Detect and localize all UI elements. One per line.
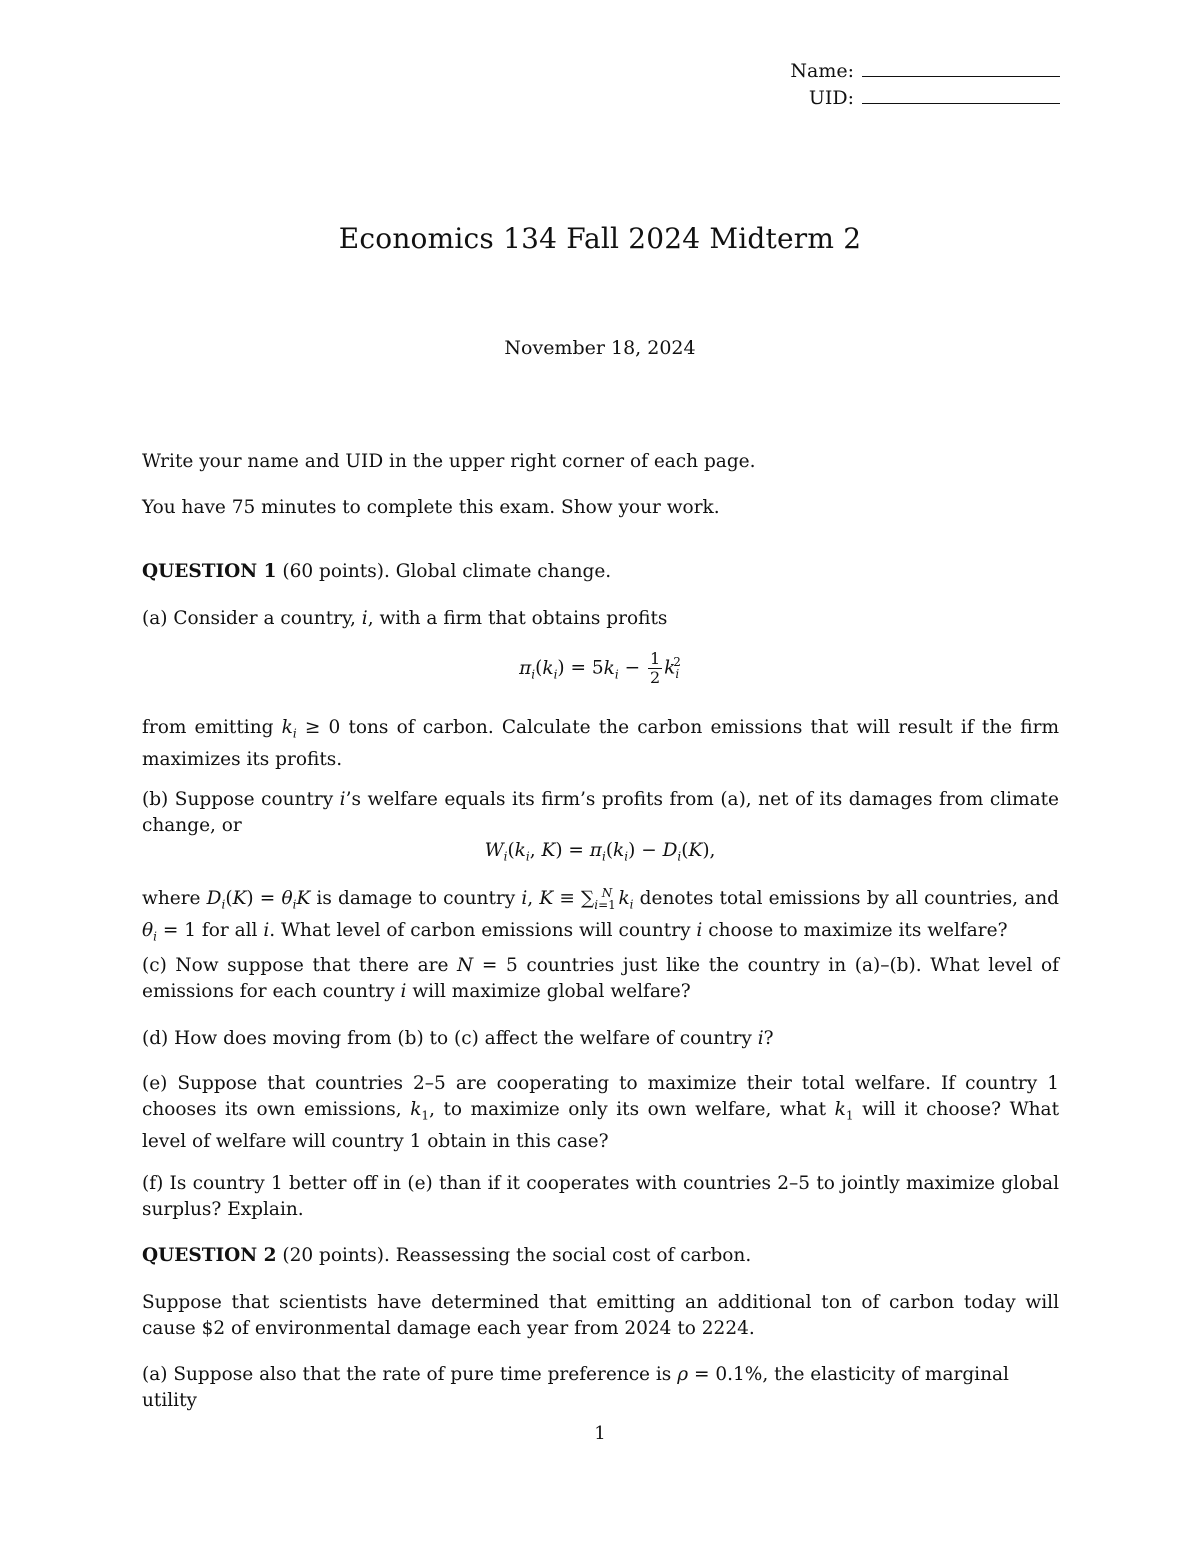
uid-blank-line <box>862 85 1060 104</box>
q1-part-d: (d) How does moving from (b) to (c) affect the welfare of country i? <box>142 1028 774 1049</box>
q1-part-f: (f) Is country 1 better off in (e) than if it cooperates with countries 2–5 to jointly maximize global surplus? Explain. <box>142 1173 1059 1220</box>
q1-points: (60 points). <box>282 561 390 582</box>
name-blank-line <box>862 58 1060 77</box>
instruction-2: You have 75 minutes to complete this exam. Show your work. <box>142 497 720 518</box>
name-label: Name: <box>790 60 854 82</box>
q2-topic: Reassessing the social cost of carbon. <box>395 1245 752 1266</box>
q1-part-a-continued: from emitting $k_i \ge 0$ tons of carbon. Calculate the carbon emissions that will result if the firm maximizes its profits. <box>142 717 1059 770</box>
exam-title: Economics 134 Fall 2024 Midterm 2 <box>338 222 862 255</box>
header-fields <box>790 58 1060 112</box>
q1-part-c: (c) Now suppose that there are N = 5 countries just like the country in (a)–(b). What level of emissions for each country i will maximize global welfare? <box>142 955 1059 1002</box>
q2-points: (20 points). <box>282 1245 390 1266</box>
half-fraction: $\frac{1}{2}$ <box>649 649 661 687</box>
q1-part-b-continued: where $D_i(K) = \theta_iK$ is damage to country i, $K \equiv \sum_{i=1}^N$ $k_i$ denotes total emissions by all countries, and $\theta_i = 1$ for all i. What level of carbon emissions will country i choose to maximize its welfare? <box>142 886 1059 944</box>
q1-label: QUESTION 1 <box>142 561 277 582</box>
question-1-heading <box>142 559 1059 585</box>
uid-field-row <box>790 85 1060 112</box>
exam-date: November 18, 2024 <box>504 337 696 359</box>
name-field-row <box>790 58 1060 85</box>
page-number: 1 <box>594 1423 606 1444</box>
welfare-equation: $W_i(k_i$, $K) = \pi_i(k_i) - D_i(K)$, <box>484 840 716 864</box>
instruction-1: Write your name and UID in the upper right corner of each page. <box>142 451 756 472</box>
q2-intro: Suppose that scientists have determined that emitting an additional ton of carbon today will cause $2 of environmental damage each year from 2024 to 2224. <box>142 1292 1059 1339</box>
question-2-heading <box>142 1243 1059 1269</box>
q1-part-b: (b) Suppose country i’s welfare equals its firm’s profits from (a), net of its damages from climate change, or <box>142 789 1059 836</box>
q1-part-a: (a) Consider a country, i, with a firm that obtains profits <box>142 608 668 629</box>
q1-part-e: (e) Suppose that countries 2–5 are cooperating to maximize their total welfare. If country 1 chooses its own emissions, $k_1$, to maximize only its own welfare, what $k_1$ will it choose? What level of welfare will country 1 obtain in this case? <box>142 1073 1060 1152</box>
q2-part-a: (a) Suppose also that the rate of pure time preference is ρ = 0.1%, the elasticity of marginal utility <box>142 1364 1009 1411</box>
uid-label: UID: <box>808 87 854 109</box>
q1-topic: Global climate change. <box>395 561 612 582</box>
profit-equation: $\pi_i(k_i) = 5k_i$ − $\frac{1}{2}$ $k_i^2$ <box>519 649 681 687</box>
q2-label: QUESTION 2 <box>142 1245 277 1266</box>
